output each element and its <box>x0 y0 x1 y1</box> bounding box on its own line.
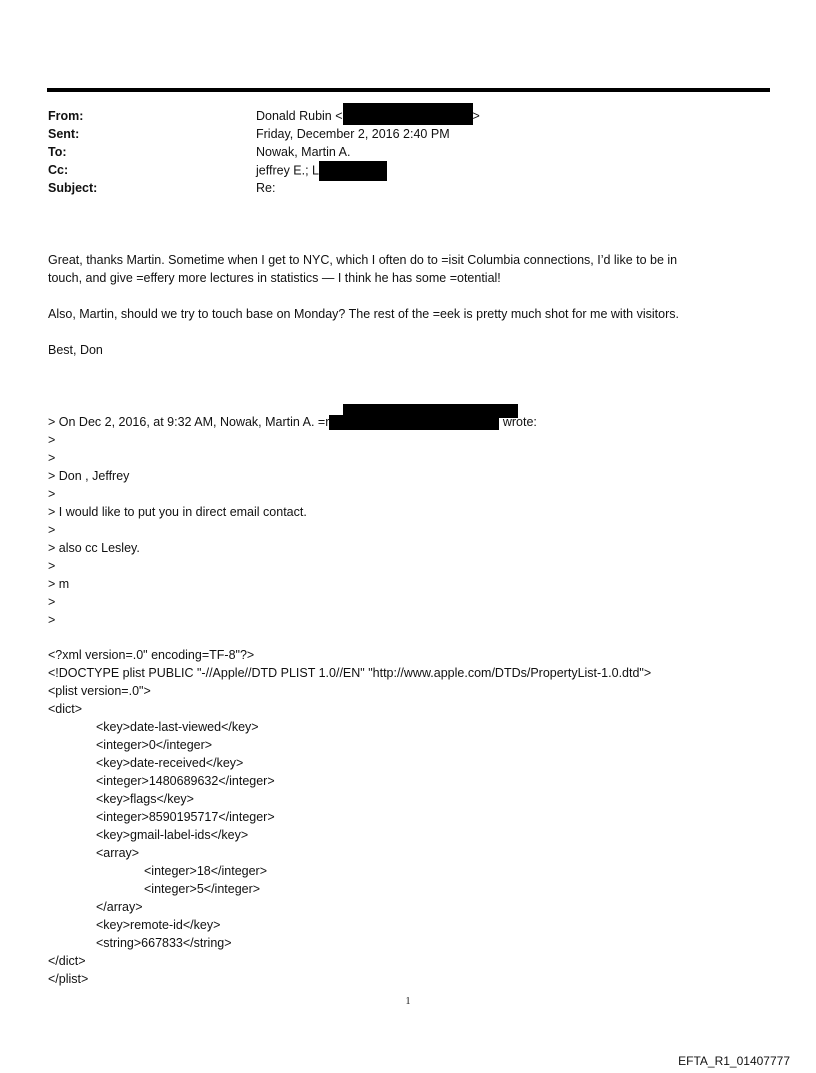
cc-names: jeffrey E.; L <box>256 163 319 178</box>
signoff: Best, Don <box>48 343 103 357</box>
plist-value: <integer>0</integer> <box>96 738 213 752</box>
header-rule <box>47 88 770 92</box>
from-label: From: <box>48 109 84 123</box>
plist-key: <key>date-last-viewed</key> <box>96 720 259 734</box>
plist-dict-close: </dict> <box>48 954 86 968</box>
attribution-start: > On Dec 2, 2016, at 9:32 AM, Nowak, Martin A. =r <box>48 415 330 429</box>
quote-attribution <box>48 413 537 431</box>
plist-key: <key>date-received</key> <box>96 756 244 770</box>
from-close: > <box>472 109 480 123</box>
plist-open: <plist version=.0"> <box>48 684 151 698</box>
subject-value: Re: <box>256 181 276 195</box>
quote-line: > <box>48 433 56 447</box>
sent-label: Sent: <box>48 127 80 141</box>
quote-line: > <box>48 613 56 627</box>
sent-value: Friday, December 2, 2016 2:40 PM <box>256 127 450 141</box>
attribution-end: wrote: <box>499 415 537 429</box>
from-value <box>256 107 480 125</box>
quote-line: > <box>48 595 56 609</box>
plist-value: <integer>1480689632</integer> <box>96 774 275 788</box>
quote-line: > I would like to put you in direct email contact. <box>48 505 307 519</box>
plist-xml-decl: <?xml version=.0" encoding=TF-8"?> <box>48 648 255 662</box>
quote-line: > Don , Jeffrey <box>48 469 130 483</box>
from-name: Donald Rubin < <box>256 109 343 123</box>
plist-array-close: </array> <box>96 900 143 914</box>
plist-dict-open: <dict> <box>48 702 83 716</box>
plist-array-item: <integer>18</integer> <box>144 864 268 878</box>
redaction-box <box>343 103 473 125</box>
quote-line: > <box>48 523 56 537</box>
quote-line: > <box>48 487 56 501</box>
redaction-box <box>329 415 499 430</box>
plist-key: <key>flags</key> <box>96 792 194 806</box>
body-paragraph-2: Also, Martin, should we try to touch base on Monday? The rest of the =eek is pretty much shot for me with visitors. <box>48 307 679 321</box>
subject-label: Subject: <box>48 181 98 195</box>
cc-label: Cc: <box>48 163 69 177</box>
body-paragraph-1-line-1: Great, thanks Martin. Sometime when I get to NYC, which I often do to =isit Columbia connections, I’d like to be in <box>48 253 678 267</box>
plist-key: <key>gmail-label-ids</key> <box>96 828 249 842</box>
quote-line: > <box>48 451 56 465</box>
to-label: To: <box>48 145 67 159</box>
quote-line: > m <box>48 577 70 591</box>
plist-close: </plist> <box>48 972 89 986</box>
plist-key: <key>remote-id</key> <box>96 918 221 932</box>
plist-value: <string>667833</string> <box>96 936 232 950</box>
plist-value: <integer>8590195717</integer> <box>96 810 275 824</box>
plist-array-item: <integer>5</integer> <box>144 882 261 896</box>
cc-value <box>256 161 387 181</box>
document-id: EFTA_R1_01407777 <box>678 1054 790 1068</box>
to-value: Nowak, Martin A. <box>256 145 351 159</box>
redaction-box <box>319 161 387 181</box>
plist-array-open: <array> <box>96 846 140 860</box>
quote-line: > also cc Lesley. <box>48 541 140 555</box>
plist-doctype: <!DOCTYPE plist PUBLIC "-//Apple//DTD PLIST 1.0//EN" "http://www.apple.com/DTDs/PropertyList-1.0.dtd"> <box>48 666 652 680</box>
quote-line: > <box>48 559 56 573</box>
body-paragraph-1-line-2: touch, and give =effery more lectures in statistics — I think he has some =otential! <box>48 271 501 285</box>
page-number: 1 <box>405 996 411 1007</box>
